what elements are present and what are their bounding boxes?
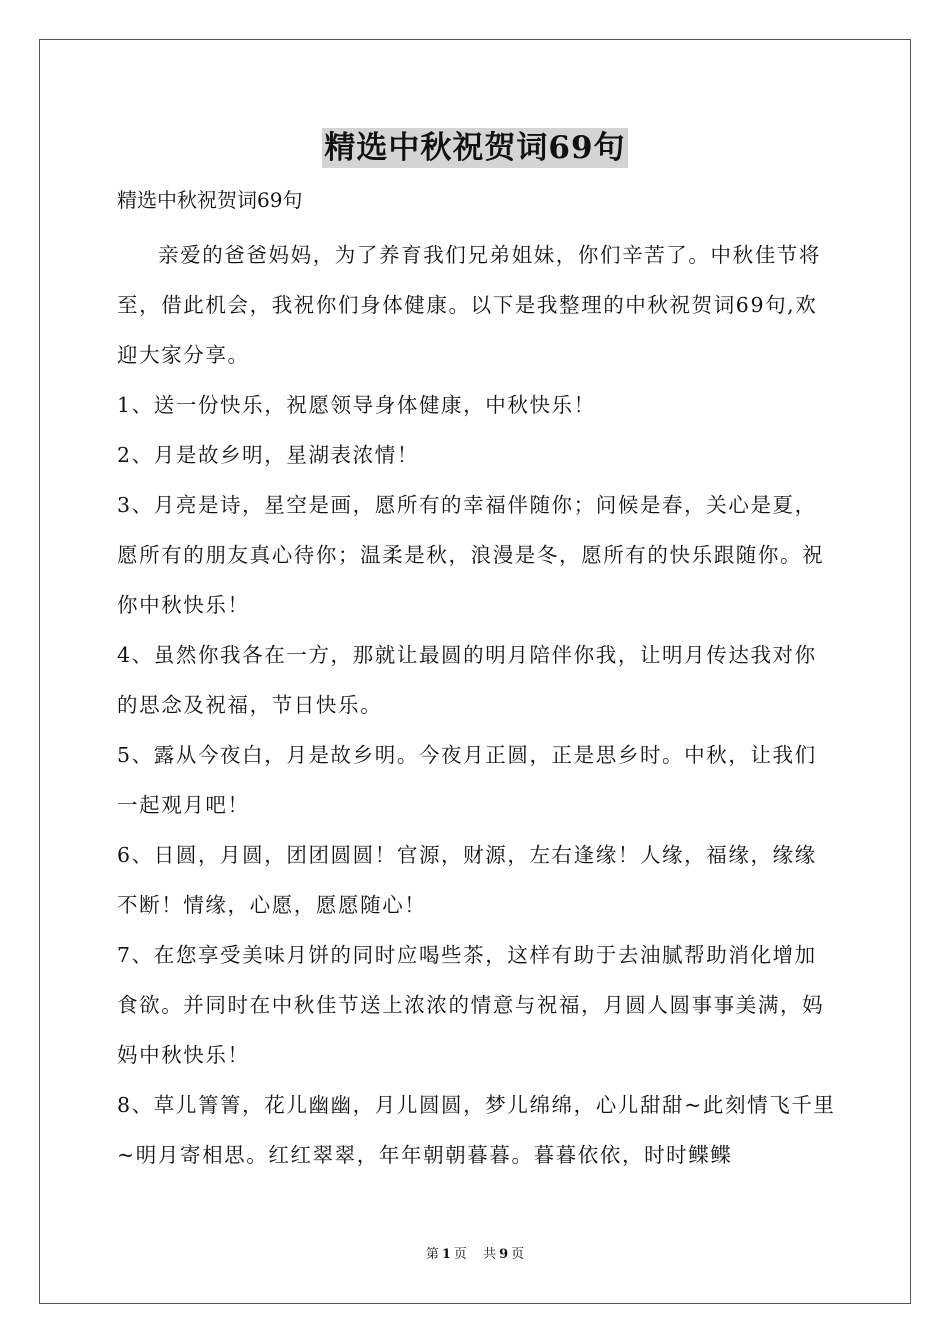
document-title: 精选中秋祝贺词69句 (324, 130, 626, 166)
document-subtitle: 精选中秋祝贺词69句 (117, 188, 303, 212)
list-item: 3、月亮是诗，星空是画，愿所有的幸福伴随你；问候是春，关心是夏，愿所有的朋友真心待你；温柔是秋，浪漫是冬，愿所有的快乐跟随你。祝你中秋快乐！ (117, 493, 825, 617)
intro-paragraph: 亲爱的爸爸妈妈，为了养育我们兄弟姐妹，你们辛苦了。中秋佳节将至，借此机会，我祝你们身体健康。以下是我整理的中秋祝贺词69句,欢迎大家分享。 (117, 243, 821, 367)
total-count: 9 (499, 1247, 509, 1262)
page-suffix: 页 (453, 1247, 467, 1262)
page-number (423, 1247, 470, 1262)
list-item: 8、草儿箐箐，花儿幽幽，月儿圆圆，梦儿绵绵，心儿甜甜~此刻情飞千里~明月寄相思。红红翠翠，年年朝朝暮暮。暮暮依依，时时鲽鲽 (117, 1093, 836, 1167)
list-item: 2、月是故乡明，星湖表浓情！ (117, 443, 419, 467)
list-item: 7、在您享受美味月饼的同时应喝些茶，这样有助于去油腻帮助消化增加食欲。并同时在中秋佳节送上浓浓的情意与祝福，月圆人圆事事美满，妈妈中秋快乐！ (117, 943, 825, 1067)
list-item: 4、虽然你我各在一方，那就让最圆的明月陪伴你我，让明月传达我对你的思念及祝福，节日快乐。 (117, 643, 817, 717)
page-footer (0, 1247, 950, 1263)
total-prefix: 共 (483, 1247, 497, 1262)
page-prefix: 第 (425, 1247, 439, 1262)
list-item: 6、日圆，月圆，团团圆圆！官源，财源，左右逢缘！人缘，福缘，缘缘不断！情缘，心愿，愿愿随心！ (117, 843, 817, 917)
document-body (117, 182, 837, 1180)
total-suffix: 页 (511, 1247, 525, 1262)
page-total (480, 1247, 527, 1262)
page-current: 1 (441, 1247, 451, 1262)
list-item: 5、露从今夜白，月是故乡明。今夜月正圆，正是思乡时。中秋，让我们一起观月吧！ (117, 743, 817, 817)
list-item: 1、送一份快乐，祝愿领导身体健康，中秋快乐！ (117, 393, 596, 417)
title-area (0, 128, 950, 168)
